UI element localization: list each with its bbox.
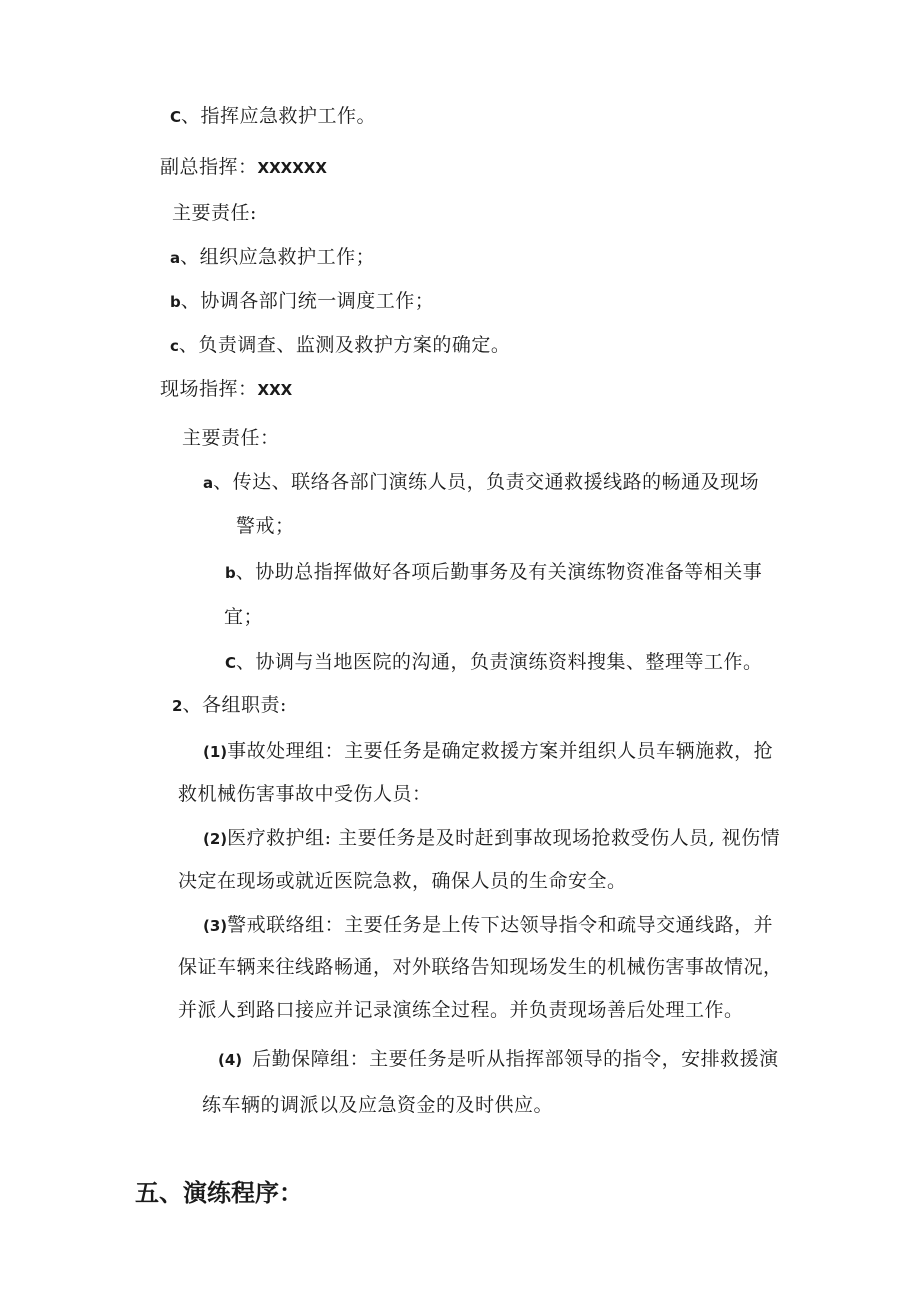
duty-item-c2 [170,333,510,358]
item-text: 、协助总指挥做好各项后勤事务及有关演练物资准备等相关事 [235,561,763,583]
role-label: 现场指挥： [160,378,258,400]
item-marker: a [170,249,181,267]
item-marker: (3) [203,917,228,935]
item-text: 警戒联络组：主要任务是上传下达领导指令和疏导交通线路，并 [227,914,774,936]
item-text: 、指挥应急救护工作。 [181,105,377,127]
deputy-commander-line [160,155,327,180]
item-marker: c [170,337,179,355]
item-marker: (1) [203,743,228,761]
group-2-cont: 决定在现场或就近医院急救，确保人员的生命安全。 [178,870,627,892]
duty-item-b [170,289,434,314]
site-duty-a-cont: 警戒； [236,515,295,537]
item-text: 、各组职责: [182,694,287,716]
responsibility-heading-2: 主要责任： [182,427,280,449]
site-duty-c [225,650,763,675]
item-marker: C [225,654,237,672]
group-duties-heading [172,693,287,718]
section-heading: 五、演练程序： [135,1179,303,1207]
role-name: XXX [257,381,293,399]
group-4-line [218,1047,779,1072]
group-3-cont-1: 保证车辆来往线路畅通，对外联络告知现场发生的机械伤害事故情况， [178,956,783,978]
item-marker: (4) [218,1051,243,1069]
group-1-line [203,739,773,764]
group-1-cont: 救机械伤害事故中受伤人员： [178,783,432,805]
site-duty-b [225,560,762,585]
role-name: XXXXXX [257,159,327,177]
responsibility-heading: 主要责任: [172,202,257,224]
site-duty-a [203,470,759,495]
group-3-cont-2: 并派人到路口接应并记录演练全过程。并负责现场善后处理工作。 [178,999,744,1021]
group-4-cont: 练车辆的调派以及应急资金的及时供应。 [202,1094,554,1116]
group-3-line [203,913,773,938]
group-2-line [203,826,780,851]
item-marker: C [170,108,182,126]
item-text: 、传达、联络各部门演练人员，负责交通救援线路的畅通及现场 [213,471,760,493]
item-text: 、组织应急救护工作； [180,246,376,268]
item-marker: (2) [203,830,228,848]
site-commander-line [160,377,292,402]
duty-item-a [170,245,375,270]
item-marker: b [225,564,236,582]
item-marker: b [170,293,181,311]
site-duty-b-cont: 宜； [224,606,264,628]
item-text: 医疗救护组: 主要任务是及时赶到事故现场抢救受伤人员, 视伤情 [227,827,781,849]
item-text: 、负责调查、监测及救护方案的确定。 [178,334,511,356]
role-label: 副总指挥： [160,156,258,178]
item-marker: 2 [172,697,183,715]
item-text: 、协调与当地医院的沟通，负责演练资料搜集、整理等工作。 [236,651,763,673]
duty-item-c [170,104,376,129]
item-text: 后勤保障组：主要任务是听从指挥部领导的指令，安排救援演 [252,1048,779,1070]
item-text: 事故处理组：主要任务是确定救援方案并组织人员车辆施救，抢 [227,740,774,762]
item-marker: a [203,474,214,492]
item-text: 、协调各部门统一调度工作； [180,290,435,312]
